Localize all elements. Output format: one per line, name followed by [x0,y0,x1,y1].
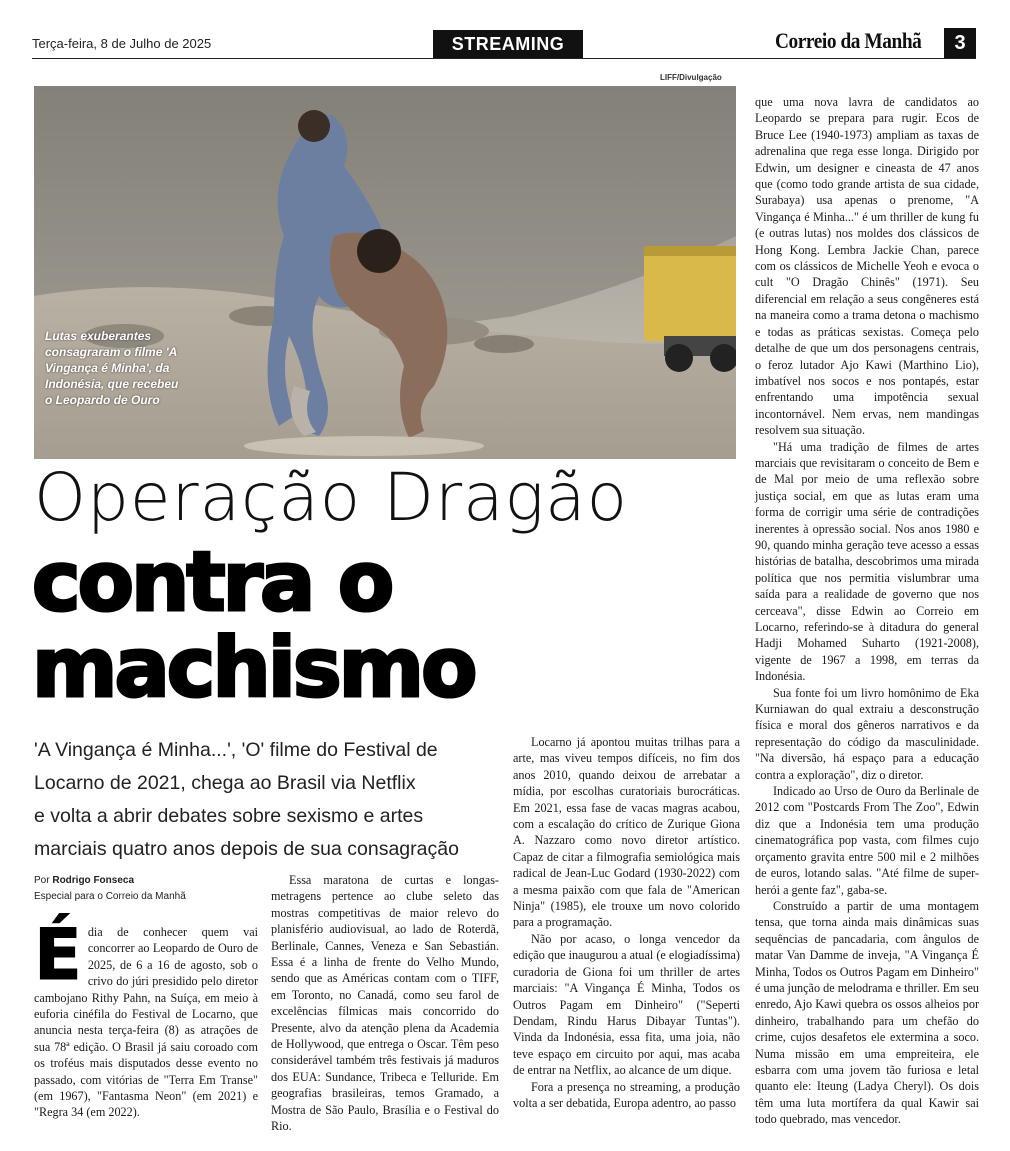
headline-line3: machismo [32,621,475,716]
deck [34,734,509,866]
article-column-2 [271,872,499,1135]
deck-line: marciais quatro anos depois de sua consagração [34,838,459,860]
byline-role: Especial para o Correio da Manhã [34,891,186,902]
newspaper-brand: Correio da Manhã [775,28,922,53]
article-paragraph: Sua fonte foi um livro homônimo de Eka Kurniawan do qual extraiu a desconstrução física e moral dos gêneros narrativos e da representação do código da masculinidade. "Na diversão, há espaço para a educação contra a exploração", diz o diretor. [755,685,979,782]
headline-line1: Operação Dragão [34,459,628,536]
photo-credit: LIFF/Divulgação [660,73,722,82]
byline [34,873,186,905]
article-paragraph: Édia de conhecer quem vai concorrer ao Leopardo de Ouro de 2025, de 6 a 16 de agosto, sob o crivo do júri presidido pelo diretor cambojano Rithy Pahn, na Suíça, em meio à euforia cinéfila do Festival de Locarno, que anuncia nesta terça-feira (8) as atrações de sua 78ª edição. O Brasil já saiu coroado com os troféus mais disputados desse evento no passado, com vitórias de "Terra Em Transe" (em 1967), "Fantasma Neon" (em 2021) e "Regra 34 (em 2022). [34,914,258,1120]
deck-line: Locarno de 2021, chega ao Brasil via Netflix [34,772,416,794]
article-paragraph: que uma nova lavra de candidatos ao Leopardo se prepara para rugir. Ecos de Bruce Lee (1940-1973) ampliam as taxas de adrenalina que rega esse longa. Dirigido por Edwin, um designer e cineasta de 47 anos que (como todo grande artista de sua cidade, Surabaya) usa apenas o prenome, "A Vingança é Minha..." é um thriller de kung fu (e outras lutas) nos moldes dos clássicos de Hong Kong. Lembra Jackie Chan, parece com os clássicos de Michelle Yeoh e evoca o cult "O Dragão Chinês" (1971). Seu diferencial em relação a seus congêneres está na maneira como a trama detona o machismo e todas as práticas sexistas. Começa pelo detalhe de que um dos personagens centrais, o feroz lutador Ajo Kawi (Marthino Lio), imbatível nos socos e nos pontapés, estar enfrentando uma impotência sexual incontornável. Nem ervas, nem mandingas resolvem sua situação. [755,95,979,438]
article-paragraph: Não por acaso, o longa vencedor da edição que inaugurou a atual (e elogiadíssima) curadoria de Giona foi um thriller de artes marciais: "A Vingança É Minha, Todos os Outros Pagam em Dinheiro" ("Seperti Dendam, Rindu Harus Dibayar Tuntas"). Vinda da Indonésia, essa fita, uma joia, não teve espaço em circuito por aqui, mas acaba de entrar na Netflix, ao alcance de um dique. [513,931,740,1078]
deck-line: e volta a abrir debates sobre sexismo e artes [34,805,424,827]
article-column-1 [34,914,258,1121]
article-column-4 [755,94,979,1128]
dropcap: É [34,914,82,996]
header-rule [32,58,976,59]
article-paragraph: Indicado ao Urso de Ouro da Berlinale de 2012 com "Postcards From The Zoo", Edwin diz que a Indonésia tem uma produção cinematográfica pop vasta, com filmes cujo orçamento gravita entre 500 mil e 2 milhões de euros, lotando salas. "Até filme de super-herói a gente faz", gaba-se. [755,784,979,897]
photo-caption: Lutas exuberantes consagraram o filme 'A Vingança é Minha', da Indonésia, que recebeu o Leopardo de Ouro [45,329,179,407]
article-paragraph: Construído a partir de uma montagem tensa, que torna ainda mais dinâmicas suas sequências de pancadaria, com ângulos de matar Van Damme de inveja, "A Vingança É Minha, Todos os Outros Pagam em Dinheiro" é uma junção de melodrama e thriller. Em seu enredo, Ajo Kawi quebra os ossos alheios por dinheiro, trabalhando para um chefão do crime, cujos desafetos ele extermina a soco. Numa missão em uma empreiteira, ele esbarra com uma jovem tão furiosa e letal quanto ele: Iteung (Ladya Cheryl). Os dois têm uma luta mortífera da qual Kawir sai todo quebrado, mas vencedor. [755,898,979,1127]
deck-line: 'A Vingança é Minha...', 'O' filme do Festival de [34,739,438,761]
page-number: 3 [944,28,976,58]
byline-author: Rodrigo Fonseca [52,875,135,886]
article-paragraph: "Há uma tradição de filmes de artes marciais que revisitaram o conceito de Bem e de Mal por meio de uma reflexão sobre justiça social, em que as lutas eram uma forma de corrigir uma série de contradições inerentes à opressão social. Nos anos 1980 e 90, quando minha geração teve acesso a essas histórias de batalha, descobrimos uma mirada política que nos permitia vislumbrar uma saída para a realidade de governo que nos cerceava", disse Edwin ao Correio em Locarno, referindo-se à ditadura do general Hadji Mohamed Suharto (1921-2008), vigente de 1967 a 1998, em terras da Indonésia. [755,439,979,684]
edition-date: Terça-feira, 8 de Julho de 2025 [32,36,212,51]
article-column-3 [513,734,740,1111]
byline-prefix: Por [34,875,50,886]
article-paragraph: Locarno já apontou muitas trilhas para a arte, mas viveu tempos difíceis, no fim dos anos 2010, quando deixou de arrebatar a mídia, por escolhas curatoriais burocráticas. Em 2021, essa fase de vacas magras acabou, com a escalação do crítico de Zurique Giona A. Nazzaro como novo diretor artístico. Capaz de citar a filmografia semiológica mais radical de Jean-Luc Godard (1930-2022) com a mesma paixão com que fala de "American Ninja" (1985), ele trouxe um novo colorido para a programação. [513,735,740,930]
section-label: STREAMING [433,30,583,58]
article-paragraph: Fora a presença no streaming, a produção volta a ser debatida, Europa adentro, ao passo [513,1079,740,1110]
headline-line2: contra o [32,535,392,630]
article-paragraph: Essa maratona de curtas e longas-metragens pertence ao clube seleto das mostras competitivas de maior relevo do planisfério audiovisual, ao lado de Roterdã, Berlinale, Cannes, Veneza e San Sebastián. Essa é a linha de frente do Velho Mundo, sendo que as Américas contam com o TIFF, em Toronto, no Canadá, como seu farol de excelências fílmicas mais concorrido do Presente, alvo da atenção plena da Academia de Hollywood, que entrega o Oscar. Têm peso considerável também três festivais já maduros dos EUA: Sundance, Tribeca e Telluride. Em geografias brasileiras, temos Gramado, a Mostra de São Paulo, Brasília e o Festival do Rio. [271,873,499,1134]
